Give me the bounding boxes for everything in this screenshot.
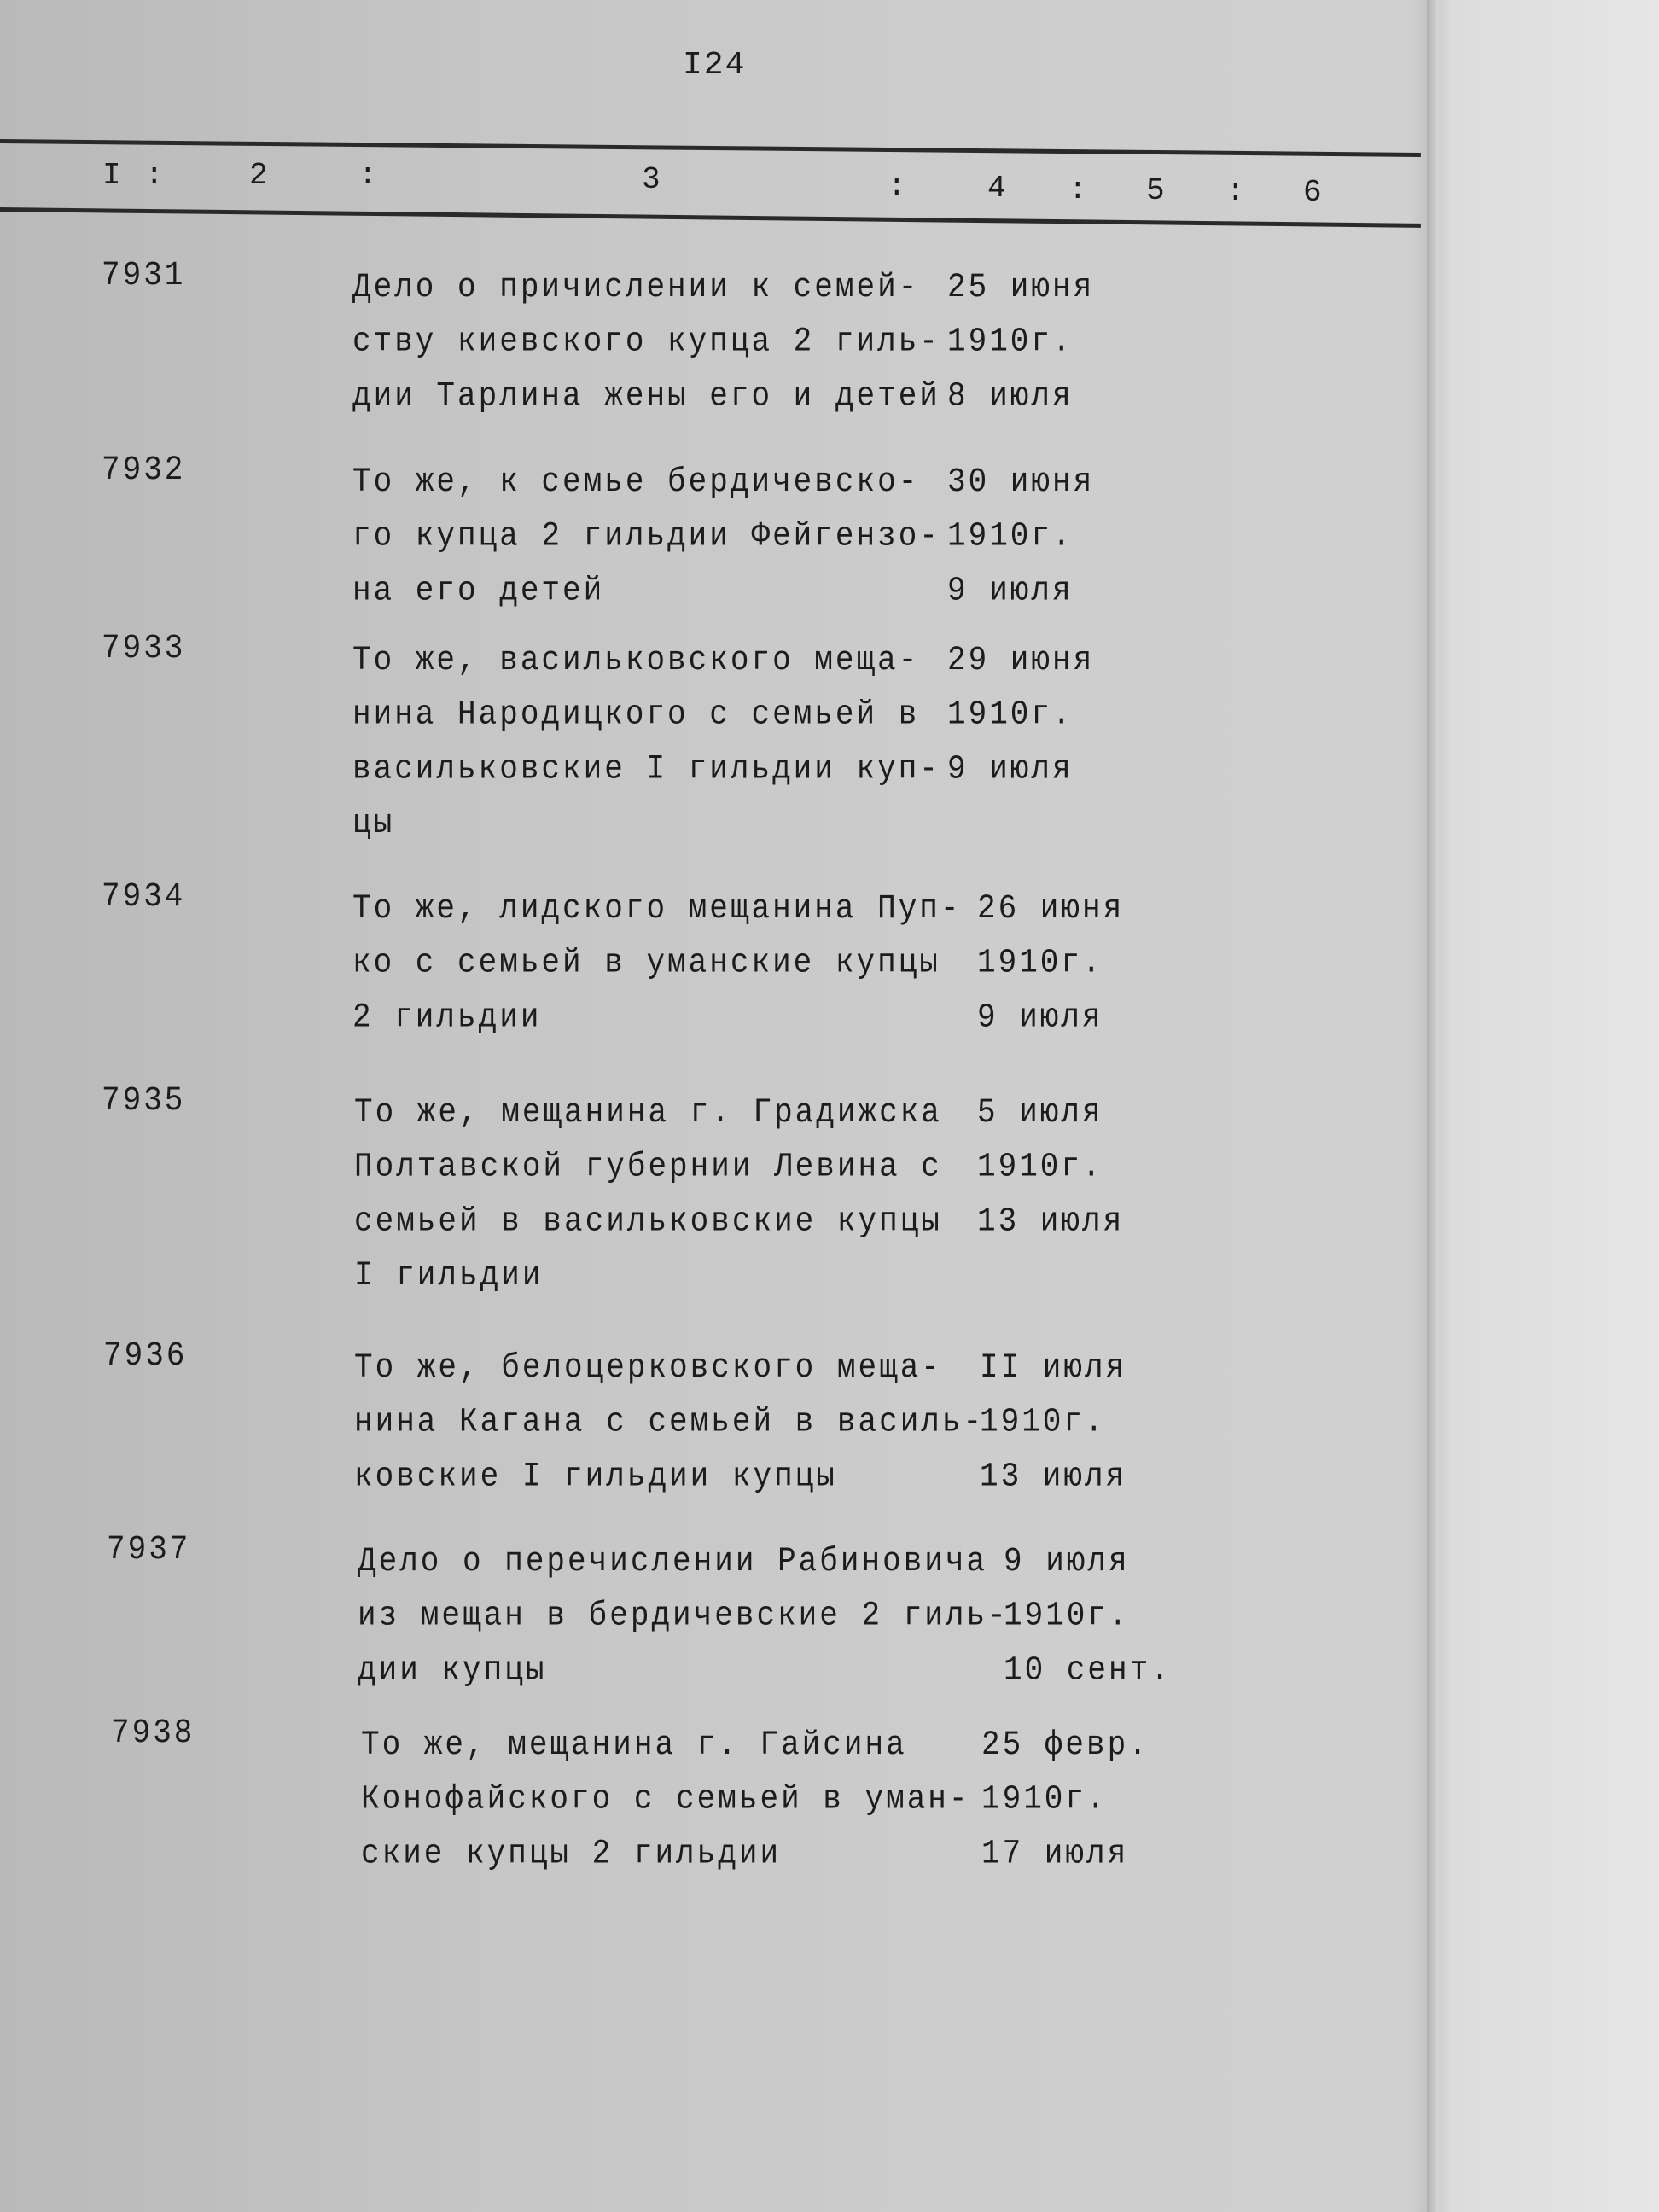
description-line: Конофайского с семьей в уман-	[361, 1779, 970, 1819]
row-number: 7934	[102, 876, 186, 916]
description-line: нина Кагана с семьей в василь-	[354, 1402, 985, 1441]
row-description	[352, 260, 940, 423]
page-number: I24	[683, 47, 747, 84]
description-line: дии купцы	[358, 1650, 547, 1690]
date-line: 5 июля	[977, 1092, 1103, 1132]
header-sep: :	[888, 169, 906, 204]
date-line: 1910г.	[980, 1402, 1106, 1441]
date-line: 1910г.	[947, 516, 1074, 556]
description-line: То же, мещанина г. Градижска	[354, 1092, 942, 1132]
description-line: Полтавской губернии Левина с	[354, 1147, 942, 1186]
header-col-2: 2	[249, 158, 268, 193]
row-number: 7937	[107, 1529, 191, 1569]
header-col-6: 6	[1303, 175, 1322, 210]
date-line: 30 июня	[947, 462, 1095, 501]
description-line: ковские I гильдии купцы	[354, 1457, 837, 1496]
date-line: 9 июля	[947, 749, 1074, 789]
date-line: 1910г.	[981, 1779, 1108, 1819]
row-description	[352, 633, 940, 851]
date-line: 1910г.	[947, 322, 1074, 361]
header-col-1: I	[102, 158, 121, 193]
date-line: 1910г.	[1004, 1596, 1130, 1635]
date-line: II июля	[980, 1348, 1127, 1387]
header-col-5: 5	[1146, 173, 1165, 208]
page-edge	[1427, 0, 1439, 2212]
date-line: 1910г.	[977, 1147, 1103, 1186]
date-line: 9 июля	[977, 998, 1103, 1037]
description-line: Дело о причислении к семей-	[352, 267, 920, 306]
header-bottom-rule	[0, 207, 1421, 228]
header-sep: :	[145, 158, 164, 193]
description-line: То же, васильковского меща-	[352, 640, 920, 679]
description-line: То же, белоцерковского меща-	[354, 1348, 942, 1387]
date-line: 13 июля	[977, 1202, 1125, 1241]
date-line: 9 июля	[1004, 1541, 1130, 1580]
row-description	[352, 882, 962, 1045]
row-description	[354, 1086, 942, 1303]
row-dates	[947, 633, 1094, 796]
header-sep: :	[358, 158, 377, 193]
description-line: Дело о перечислении Рабиновича	[358, 1541, 988, 1580]
row-number: 7931	[102, 255, 186, 294]
header-top-rule	[0, 139, 1421, 157]
description-line: То же, к семье бердичевско-	[352, 462, 920, 501]
description-line: ству киевского купца 2 гиль-	[352, 322, 940, 361]
row-number: 7935	[102, 1080, 186, 1120]
row-dates	[977, 882, 1124, 1045]
date-line: 8 июля	[947, 376, 1074, 416]
row-number: 7938	[111, 1713, 195, 1752]
date-line: 1910г.	[977, 943, 1103, 982]
header-col-3: 3	[642, 162, 661, 197]
description-line: семьей в васильковские купцы	[354, 1202, 942, 1241]
header-sep: :	[1068, 172, 1087, 207]
header-sep: :	[1226, 174, 1245, 209]
description-line: из мещан в бердичевские 2 гиль-	[358, 1596, 1009, 1635]
description-line: нина Народицкого с семьей в	[352, 695, 920, 734]
date-line: 26 июня	[977, 888, 1125, 928]
row-number: 7936	[103, 1336, 188, 1375]
description-line: го купца 2 гильдии Фейгензо-	[352, 516, 940, 556]
row-dates	[1004, 1534, 1172, 1697]
header-col-4: 4	[987, 171, 1006, 206]
row-dates	[981, 1718, 1150, 1881]
row-description	[361, 1718, 970, 1881]
date-line: 10 сент.	[1004, 1650, 1172, 1690]
row-dates	[980, 1341, 1126, 1504]
description-line: 2 гильдии	[352, 998, 542, 1037]
description-line: I гильдии	[354, 1256, 544, 1295]
date-line: 13 июля	[980, 1457, 1127, 1496]
row-number: 7933	[102, 628, 186, 667]
row-number: 7932	[102, 450, 186, 489]
description-line: цы	[352, 804, 395, 843]
row-description	[352, 455, 940, 618]
description-line: То же, мещанина г. Гайсина	[361, 1725, 907, 1764]
date-line: 29 июня	[947, 640, 1095, 679]
date-line: 25 февр.	[981, 1725, 1150, 1764]
row-description	[354, 1341, 984, 1504]
row-dates	[977, 1086, 1124, 1249]
date-line: 1910г.	[947, 695, 1074, 734]
row-dates	[947, 455, 1094, 618]
date-line: 17 июля	[981, 1834, 1129, 1873]
row-dates	[947, 260, 1094, 423]
description-line: ко с семьей в уманские купцы	[352, 943, 940, 982]
description-line: То же, лидского мещанина Пуп-	[352, 888, 962, 928]
row-description	[358, 1534, 1009, 1697]
description-line: дии Тарлина жены его и детей	[352, 376, 940, 416]
description-line: ские купцы 2 гильдии	[361, 1834, 782, 1873]
description-line: васильковские I гильдии куп-	[352, 749, 940, 789]
date-line: 9 июля	[947, 571, 1074, 610]
description-line: на его детей	[352, 571, 605, 610]
date-line: 25 июня	[947, 267, 1095, 306]
